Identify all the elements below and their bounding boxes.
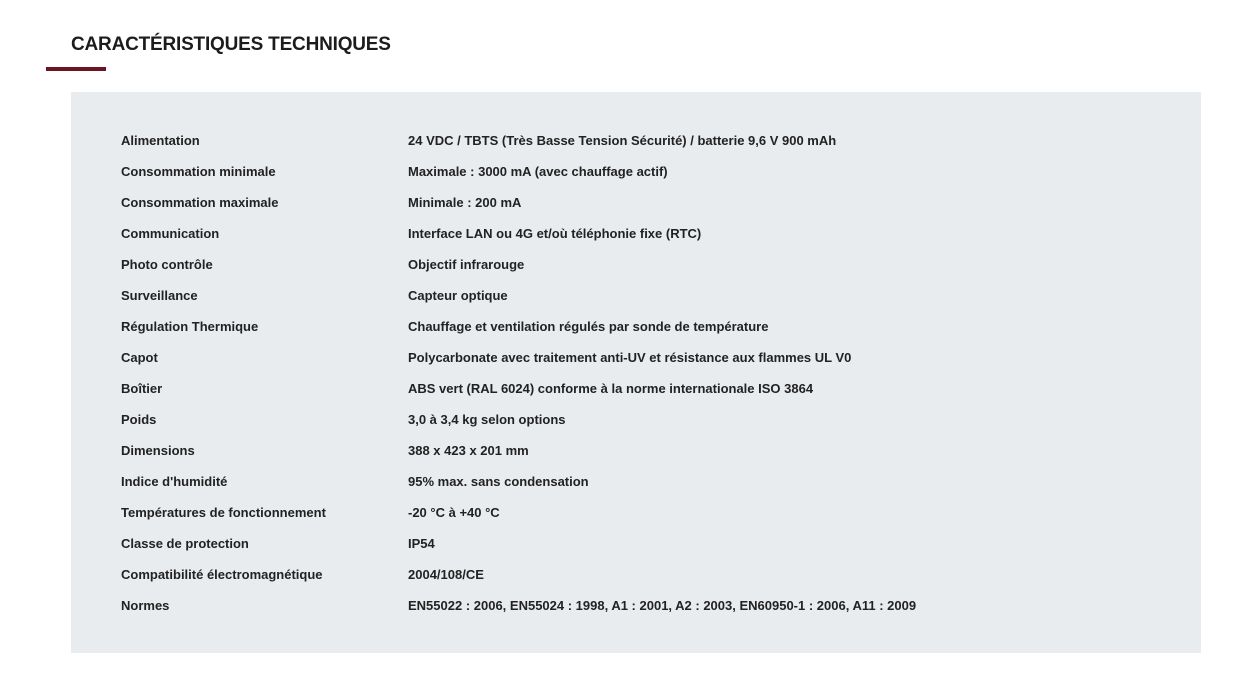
spec-row <box>121 435 916 466</box>
spec-row <box>121 528 916 559</box>
spec-value: -20 °C à +40 °C <box>408 505 500 520</box>
spec-row <box>121 342 916 373</box>
spec-label: Normes <box>121 598 170 613</box>
title-underline <box>46 67 106 71</box>
spec-value: Capteur optique <box>408 288 508 303</box>
spec-label: Alimentation <box>121 133 200 148</box>
spec-row <box>121 280 916 311</box>
spec-value: 388 x 423 x 201 mm <box>408 443 529 458</box>
spec-row <box>121 497 916 528</box>
spec-value: Interface LAN ou 4G et/où téléphonie fixe (RTC) <box>408 226 702 241</box>
spec-value: EN55022 : 2006, EN55024 : 1998, A1 : 2001, A2 : 2003, EN60950-1 : 2006, A11 : 2009 <box>408 598 917 613</box>
spec-label: Classe de protection <box>121 536 249 551</box>
spec-value: IP54 <box>408 536 435 551</box>
spec-list <box>121 125 916 621</box>
spec-value: Maximale : 3000 mA (avec chauffage actif) <box>408 164 668 179</box>
spec-label: Capot <box>121 350 158 365</box>
spec-label: Températures de fonctionnement <box>121 505 326 520</box>
spec-label: Consommation maximale <box>121 195 279 210</box>
spec-label: Régulation Thermique <box>121 319 259 334</box>
spec-label: Poids <box>121 412 157 427</box>
spec-value: 3,0 à 3,4 kg selon options <box>408 412 566 427</box>
spec-value: Polycarbonate avec traitement anti-UV et résistance aux flammes UL V0 <box>408 350 852 365</box>
spec-panel <box>71 92 1201 653</box>
spec-row <box>121 373 916 404</box>
spec-row <box>121 218 916 249</box>
spec-label: Boîtier <box>121 381 163 396</box>
spec-value: Objectif infrarouge <box>408 257 525 272</box>
spec-label: Surveillance <box>121 288 198 303</box>
spec-value: 95% max. sans condensation <box>408 474 589 489</box>
spec-row <box>121 559 916 590</box>
spec-row <box>121 590 916 621</box>
spec-label: Dimensions <box>121 443 195 458</box>
spec-value: 2004/108/CE <box>408 567 484 582</box>
section-title: CARACTÉRISTIQUES TECHNIQUES <box>71 34 391 55</box>
spec-value: 24 VDC / TBTS (Très Basse Tension Sécurité) / batterie 9,6 V 900 mAh <box>408 133 837 148</box>
spec-row <box>121 156 916 187</box>
spec-value: ABS vert (RAL 6024) conforme à la norme internationale ISO 3864 <box>408 381 814 396</box>
spec-label: Consommation minimale <box>121 164 276 179</box>
spec-row <box>121 466 916 497</box>
spec-label: Photo contrôle <box>121 257 213 272</box>
spec-row <box>121 311 916 342</box>
spec-value: Minimale : 200 mA <box>408 195 522 210</box>
spec-label: Compatibilité électromagnétique <box>121 567 323 582</box>
spec-row <box>121 249 916 280</box>
spec-row <box>121 125 916 156</box>
spec-value: Chauffage et ventilation régulés par sonde de température <box>408 319 769 334</box>
spec-row <box>121 404 916 435</box>
spec-label: Indice d'humidité <box>121 474 228 489</box>
spec-label: Communication <box>121 226 220 241</box>
spec-row <box>121 187 916 218</box>
